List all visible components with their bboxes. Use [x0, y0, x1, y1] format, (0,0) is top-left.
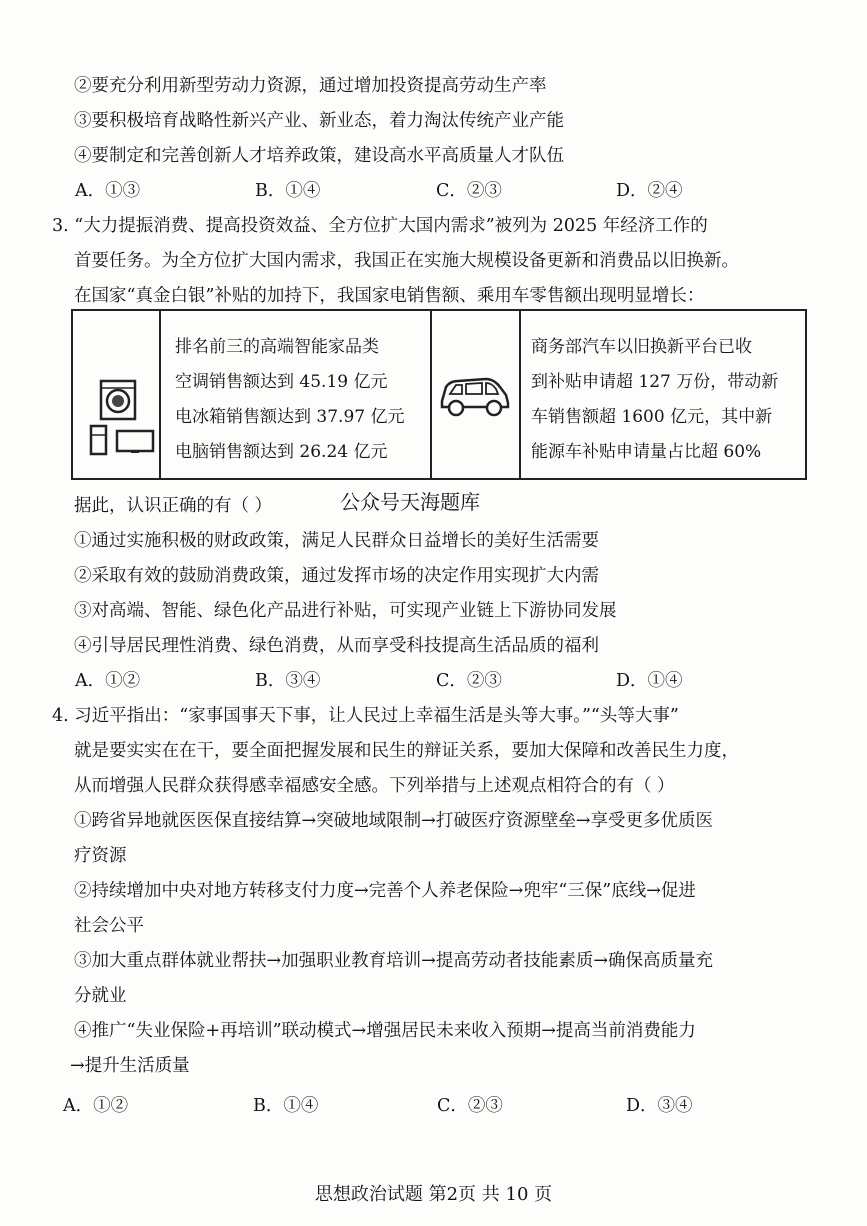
appliance-text-cell: [161, 311, 432, 478]
appliance-line-4: 电脑销售额达到 26.24 亿元: [175, 442, 388, 462]
appliance-icon: [73, 311, 157, 478]
q4-option-b: B．①④: [253, 1096, 319, 1116]
appliance-line-1: 排名前三的高端智能家品类: [175, 337, 379, 357]
q4-item-2-line-1: ②持续增加中央对地方转移支付力度→完善个人养老保险→兜牢“三保”底线→促进: [74, 881, 696, 901]
q3-item-1: ①通过实施积极的财政政策，满足人民群众日益增长的美好生活需要: [74, 531, 599, 551]
q3-item-2: ②采取有效的鼓励消费政策，通过发挥市场的决定作用实现扩大内需: [74, 566, 599, 586]
q3-info-table: [71, 309, 807, 480]
q4-stem-line-1: 4. 习近平指出：“家事国事天下事，让人民过上幸福生活是头等大事。”“头等大事”: [52, 706, 679, 726]
q3-option-a: A．①②: [75, 671, 141, 691]
q3-stem-line-1: 3. “大力提振消费、提高投资效益、全方位扩大国内需求”被列为 2025 年经济工作的: [52, 216, 708, 236]
q4-item-1-line-2: 疗资源: [74, 846, 127, 866]
q2-item-4: ④要制定和完善创新人才培养政策，建设高水平高质量人才队伍: [74, 146, 564, 166]
q4-option-d: D．③④: [626, 1096, 693, 1116]
q3-stem-line-3: 在国家“真金白银”补贴的加持下，我国家电销售额、乘用车零售额出现明显增长：: [74, 286, 705, 306]
q2-option-a: A．①③: [75, 181, 141, 201]
car-line-1: 商务部汽车以旧换新平台已收: [531, 337, 752, 357]
q4-stem-line-3: 从而增强人民群众获得感幸福感安全感。下列举措与上述观点相符合的有（ ）: [74, 776, 675, 796]
q4-option-c: C．②③: [437, 1096, 503, 1116]
q4-item-2-line-2: 社会公平: [74, 916, 144, 936]
q3-prompt: 据此，认识正确的有（ ）: [74, 496, 273, 516]
q3-option-c: C．②③: [436, 671, 502, 691]
q4-option-a: A．①②: [63, 1096, 129, 1116]
q4-stem-line-2: 就是要实实在在干，要全面把握发展和民生的辩证关系，要加大保障和改善民生力度，: [74, 741, 739, 761]
q2-option-b: B．①④: [255, 181, 321, 201]
q4-item-3-line-1: ③加大重点群体就业帮扶→加强职业教育培训→提高劳动者技能素质→确保高质量充: [74, 951, 713, 971]
car-line-3: 车销售额超 1600 亿元，其中新: [531, 407, 773, 427]
car-image-cell: [432, 311, 521, 478]
q3-option-d: D．①④: [616, 671, 683, 691]
watermark-text: 公众号天海题库: [340, 490, 480, 514]
q3-option-b: B．③④: [255, 671, 321, 691]
q2-item-2: ②要充分利用新型劳动力资源，通过增加投资提高劳动生产率: [74, 76, 547, 96]
car-line-4: 能源车补贴申请量占比超 60%: [531, 442, 762, 462]
q2-option-c: C．②③: [436, 181, 502, 201]
q3-item-4: ④引导居民理性消费、绿色消费，从而享受科技提高生活品质的福利: [74, 636, 599, 656]
q4-item-4-line-1: ④推广“失业保险+再培训”联动模式→增强居民未来收入预期→提高当前消费能力: [74, 1021, 696, 1041]
q3-item-3: ③对高端、智能、绿色化产品进行补贴，可实现产业链上下游协同发展: [74, 601, 617, 621]
q4-item-1-line-1: ①跨省异地就医医保直接结算→突破地域限制→打破医疗资源壁垒→享受更多优质医: [74, 811, 713, 831]
appliance-line-2: 空调销售额达到 45.19 亿元: [175, 372, 388, 392]
appliance-image-cell: [73, 311, 161, 478]
q3-stem-line-2: 首要任务。为全方位扩大国内需求，我国正在实施大规模设备更新和消费品以旧换新。: [74, 251, 739, 271]
q2-item-3: ③要积极培育战略性新兴产业、新业态，着力淘汰传统产业产能: [74, 111, 564, 131]
appliance-line-3: 电冰箱销售额达到 37.97 亿元: [175, 407, 405, 427]
q4-item-4-line-2: →提升生活质量: [70, 1056, 190, 1076]
q2-option-d: D．②④: [616, 181, 683, 201]
car-line-2: 到补贴申请超 127 万份，带动新: [531, 372, 779, 392]
car-icon: [432, 311, 517, 478]
page-footer: 思想政治试题 第2页 共 10 页: [314, 1184, 553, 1205]
car-text-cell: [521, 311, 805, 478]
q4-item-3-line-2: 分就业: [74, 986, 127, 1006]
